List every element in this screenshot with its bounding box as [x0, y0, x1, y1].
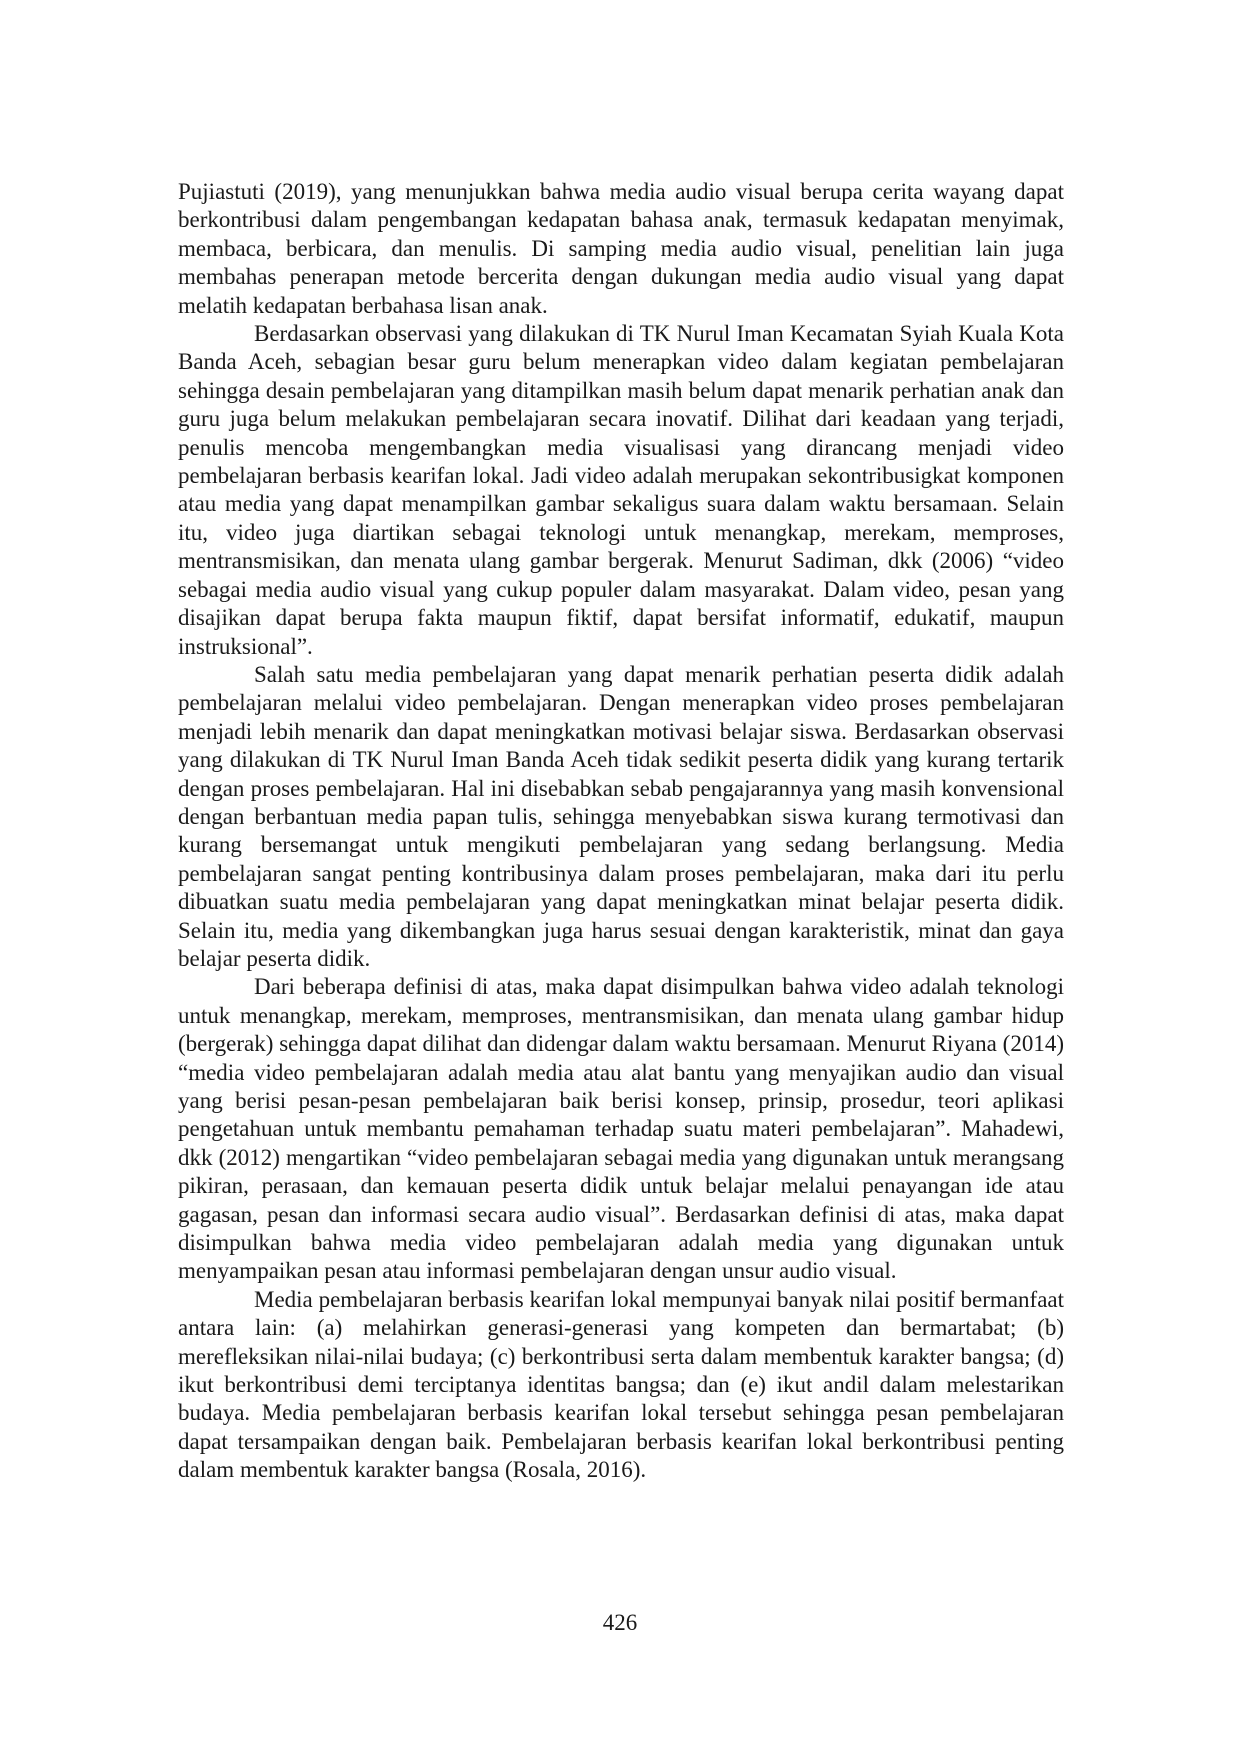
paragraph-4: Dari beberapa definisi di atas, maka dapat disimpulkan bahwa video adalah teknologi untuk menangkap, merekam, memproses, mentransmisikan, dan menata ulang gambar hidup (bergerak) sehingga dapat dilihat dan didengar dalam waktu bersamaan. Menurut Riyana (2014) “media video pembelajaran adalah media atau alat bantu yang menyajikan audio dan visual yang berisi pesan-pesan pembelajaran baik berisi konsep, prinsip, prosedur, teori aplikasi pengetahuan untuk membantu pemahaman terhadap suatu materi pembelajaran”. Mahadewi, dkk (2012) mengartikan “video pembelajaran sebagai media yang digunakan untuk merangsang pikiran, perasaan, dan kemauan peserta didik untuk belajar melalui penayangan ide atau gagasan, pesan dan informasi secara audio visual”. Berdasarkan definisi di atas, maka dapat disimpulkan bahwa media video pembelajaran adalah media yang digunakan untuk menyampaikan pesan atau informasi pembelajaran dengan unsur audio visual.	[178, 974, 1064, 1284]
paragraph-3: Salah satu media pembelajaran yang dapat menarik perhatian peserta didik adalah pembelajaran melalui video pembelajaran. Dengan menerapkan video proses pembelajaran menjadi lebih menarik dan dapat meningkatkan motivasi belajar siswa. Berdasarkan observasi yang dilakukan di TK Nurul Iman Banda Aceh tidak sedikit peserta didik yang kurang tertarik dengan proses pembelajaran. Hal ini disebabkan sebab pengajarannya yang masih konvensional dengan berbantuan media papan tulis, sehingga menyebabkan siswa kurang termotivasi dan kurang bersemangat untuk mengikuti pembelajaran yang sedang berlangsung. Media pembelajaran sangat penting kontribusinya dalam proses pembelajaran, maka dari itu perlu dibuatkan suatu media pembelajaran yang dapat meningkatkan minat belajar peserta didik. Selain itu, media yang dikembangkan juga harus sesuai dengan karakteristik, minat dan gaya belajar peserta didik.	[178, 661, 1064, 971]
paragraph-1: Pujiastuti (2019), yang menunjukkan bahwa media audio visual berupa cerita wayang dapat berkontribusi dalam pengembangan kedapatan bahasa anak, termasuk kedapatan menyimak, membaca, berbicara, dan menulis. Di samping media audio visual, penelitian lain juga membahas penerapan metode bercerita dengan dukungan media audio visual yang dapat melatih kedapatan berbahasa lisan anak.	[178, 179, 1064, 318]
body-text	[178, 178, 1064, 1485]
paragraph-5: Media pembelajaran berbasis kearifan lokal mempunyai banyak nilai positif bermanfaat antara lain: (a) melahirkan generasi-generasi yang kompeten dan bermartabat; (b) merefleksikan nilai-nilai budaya; (c) berkontribusi serta dalam membentuk karakter bangsa; (d) ikut berkontribusi demi terciptanya identitas bangsa; dan (e) ikut andil dalam melestarikan budaya. Media pembelajaran berbasis kearifan lokal tersebut sehingga pesan pembelajaran dapat tersampaikan dengan baik. Pembelajaran berbasis kearifan lokal berkontribusi penting dalam membentuk karakter bangsa (Rosala, 2016).	[178, 1286, 1064, 1483]
page-number: 426	[602, 1610, 638, 1635]
paragraph-2: Berdasarkan observasi yang dilakukan di TK Nurul Iman Kecamatan Syiah Kuala Kota Banda Aceh, sebagian besar guru belum menerapkan video dalam kegiatan pembelajaran sehingga desain pembelajaran yang ditampilkan masih belum dapat menarik perhatian anak dan guru juga belum melakukan pembelajaran secara inovatif. Dilihat dari keadaan yang terjadi, penulis mencoba mengembangkan media visualisasi yang dirancang menjadi video pembelajaran berbasis kearifan lokal. Jadi video adalah merupakan sekontribusigkat komponen atau media yang dapat menampilkan gambar sekaligus suara dalam waktu bersamaan. Selain itu, video juga diartikan sebagai teknologi untuk menangkap, merekam, memproses, mentransmisikan, dan menata ulang gambar bergerak. Menurut Sadiman, dkk (2006) “video sebagai media audio visual yang cukup populer dalam masyarakat. Dalam video, pesan yang disajikan dapat berupa fakta maupun fiktif, dapat bersifat informatif, edukatif, maupun instruksional”.	[178, 321, 1064, 659]
